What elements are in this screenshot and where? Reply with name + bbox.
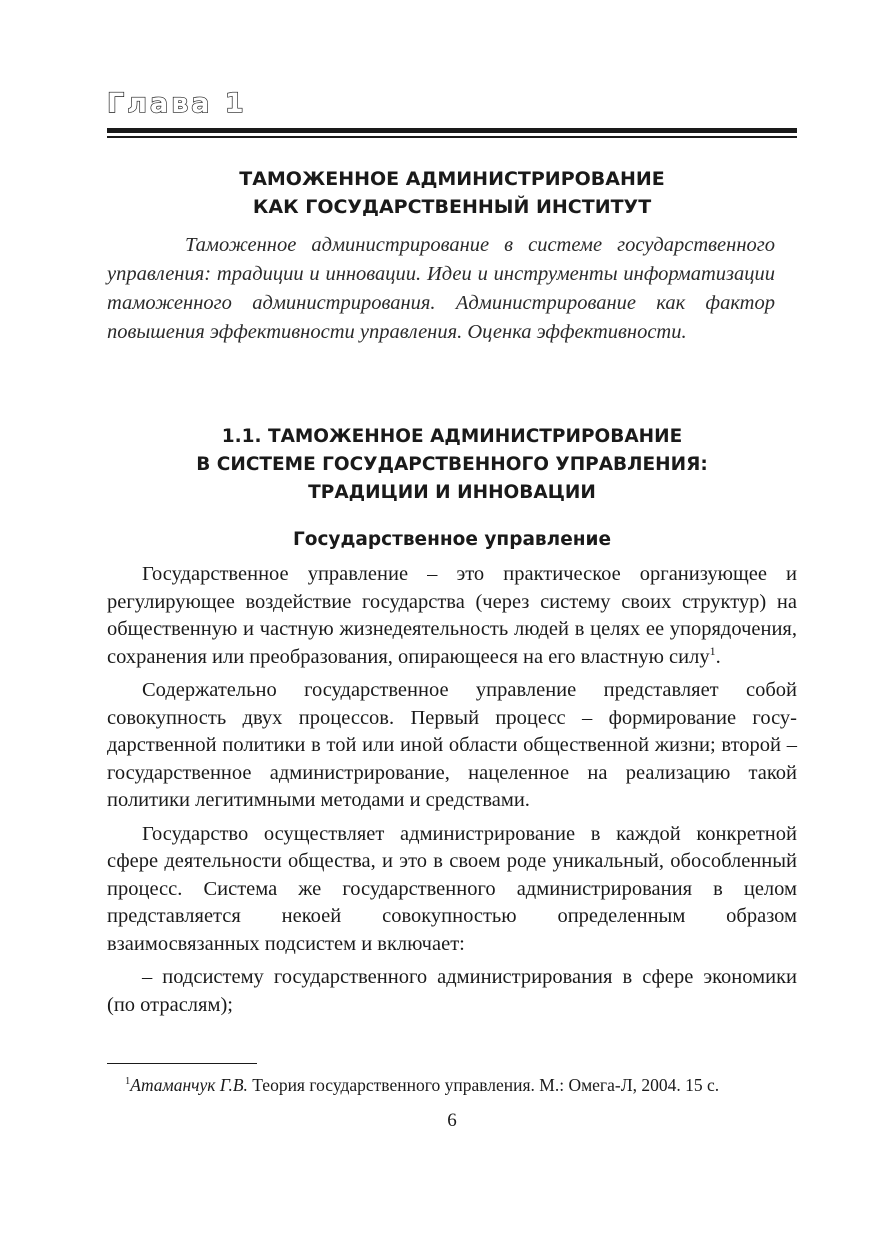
list-item: – подсистему государственного администрирования в сфере экономики (по отраслям); [107,966,797,1016]
page-number: 6 [447,1110,457,1131]
paragraph: Государство осуществляет администрирование в каждой конкретной сфере деятельности общества, и это в своем роде уникальный, обособленный процесс. Система же государственного администрирования в целом представляется некоей совокупностью определенным образом взаимосвязанных подсистем и включает: [107,822,797,955]
footnote-author: Атаманчук Г.В. [130,1075,248,1095]
chapter-title [107,165,797,221]
paragraph-end: . [715,645,721,668]
subsection-title: Государственное управление [292,529,612,550]
footnote-reference[interactable]: 1 [709,643,716,658]
chapter-abstract: Таможенное администрирование в системе государственного управления: традиции и инновации. Идеи и инструменты информатизации таможенного администрирования. Администрирование как фактор повышения эффективности управления. Оценка эффективности. [107,234,775,343]
paragraph [107,561,797,671]
footnote-separator [107,1063,257,1064]
footnote-marker: 1 [125,1076,131,1088]
section-title [107,423,797,507]
footnote-text: Теория государственного управления. М.: Омега-Л, 2004. 15 с. [247,1075,720,1095]
header-rule-thin [107,136,797,138]
body-text [107,561,797,1025]
chapter-label: Глава 1 [107,88,247,119]
section-title-line: ТРАДИЦИИ И ИННОВАЦИИ [308,482,596,503]
section-title-line: В СИСТЕМЕ ГОСУДАРСТВЕННОГО УПРАВЛЕНИЯ: [196,454,708,475]
chapter-title-line: ТАМОЖЕННОЕ АДМИНИСТРИРОВАНИЕ [239,168,665,190]
footnote [107,1073,797,1097]
paragraph-text: Государственное управление – это практическое организующее и регулирующее воздействие государства (через систему своих структур) на общественную и частную жизнедеятельность людей в целях ее упорядочения, сохранения или преобразования, опирающееся на его властную силу [107,563,797,668]
section-title-line: 1.1. ТАМОЖЕННОЕ АДМИНИСТРИРОВАНИЕ [221,426,683,447]
chapter-title-line: КАК ГОСУДАРСТВЕННЫЙ ИНСТИТУТ [252,196,652,218]
paragraph: Содержательно государственное управление представляет собой совокупность двух процессов. Первый процесс – формирование государственной политики в той или иной области общественной жизни; второй – государственное администрирование, нацеленное на реализацию такой политики легитимными методами и средствами. [107,679,797,811]
header-rule-thick [107,128,797,133]
